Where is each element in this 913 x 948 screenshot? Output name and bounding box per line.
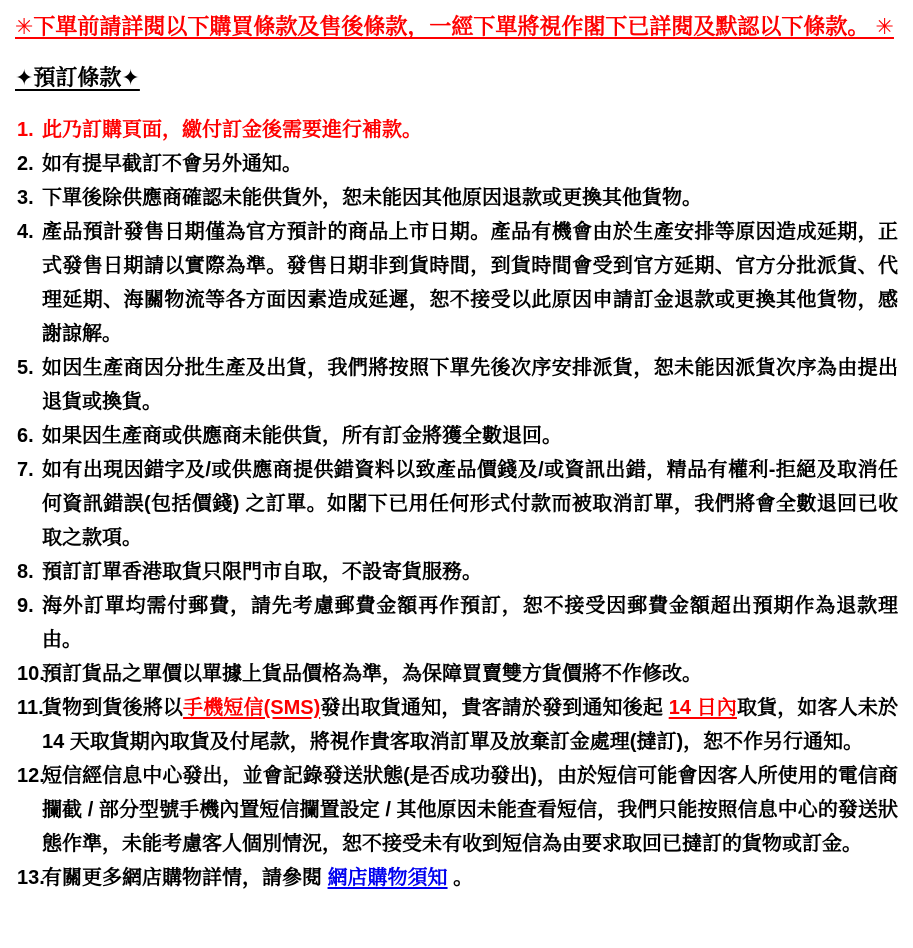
- term-text: [42, 663, 702, 685]
- terms-list: [17, 113, 899, 895]
- term-item-8: [17, 555, 898, 589]
- term-text: [42, 187, 702, 209]
- term-item-1: [17, 113, 898, 147]
- term-number: 7.: [17, 459, 34, 481]
- term-number: 11.: [17, 697, 44, 719]
- term-text-segment: 產品預計發售日期僅為官方預計的商品上市日期。產品有機會由於生產安排等原因造成延期，正式發售日期請以實際為準。發售日期非到貨時間，到貨時間會受到官方延期、官方分批派貨、代理延期、海關物流等各方面因素造成延遲，恕不接受以此原因申請訂金退款或更換其他貨物，感謝諒解。: [42, 221, 898, 345]
- term-text-segment: 取貨，如客人未於 14 天取貨期內取貨及付尾款，將視作貴客取消訂單及放棄訂金處理(撻訂)，恕不作另行通知。: [42, 697, 898, 753]
- term-item-7: [17, 453, 898, 555]
- term-item-4: [17, 215, 898, 351]
- term-text-segment: 預訂貨品之單價以單據上貨品價格為準，為保障買賣雙方貨價將不作修改。: [42, 663, 702, 685]
- term-number: 2.: [17, 153, 34, 175]
- term-text: [42, 119, 422, 141]
- term-text-segment: 海外訂單均需付郵費，請先考慮郵費金額再作預訂，恕不接受因郵費金額超出預期作為退款理由。: [42, 595, 898, 651]
- term-text-segment: 如因生產商因分批生產及出貨，我們將按照下單先後次序安排派貨，恕未能因派貨次序為由提出退貨或換貨。: [42, 357, 898, 413]
- term-number: 13.: [17, 867, 45, 889]
- term-item-3: [17, 181, 898, 215]
- term-item-13: [17, 861, 898, 895]
- term-number: 3.: [17, 187, 34, 209]
- term-text-segment: 貨物到貨後將以: [42, 697, 184, 719]
- term-number: 6.: [17, 425, 34, 447]
- term-item-12: [17, 759, 898, 861]
- term-number: 10.: [17, 663, 45, 685]
- term-text-segment: 發出取貨通知，貴客請於發到通知後起: [320, 697, 669, 719]
- term-item-5: [17, 351, 898, 419]
- term-number: 9.: [17, 595, 34, 617]
- purchase-warning-header: ✳下單前請詳閱以下購買條款及售後條款，一經下單將視作閣下已詳閱及默認以下條款。 ✳: [15, 14, 894, 39]
- term-text-segment: 手機短信(SMS): [183, 697, 321, 719]
- term-text: [42, 595, 898, 651]
- term-number: 4.: [17, 221, 34, 243]
- term-text: [42, 765, 898, 855]
- preorder-terms-section-title: ✦預訂條款✦: [15, 65, 140, 90]
- term-text: [42, 697, 898, 753]
- term-text: [42, 221, 898, 345]
- term-text-segment: 如有提早截訂不會另外通知。: [42, 153, 302, 175]
- term-text-segment: 預訂訂單香港取貨只限門市自取，不設寄貨服務。: [42, 561, 482, 583]
- term-item-11: [17, 691, 898, 759]
- term-item-2: [17, 147, 898, 181]
- term-text: [42, 867, 473, 889]
- term-text: [42, 357, 898, 413]
- term-text-segment: 如果因生產商或供應商未能供貨，所有訂金將獲全數退回。: [42, 425, 562, 447]
- term-text-segment: 短信經信息中心發出，並會記錄發送狀態(是否成功發出)，由於短信可能會因客人所使用的電信商攔截 / 部分型號手機內置短信攔置設定 / 其他原因未能查看短信，我們只能按照信息中心的發送狀態作準，未能考慮客人個別情況，恕不接受未有收到短信為由要求取回已撻訂的貨物或訂金。: [42, 765, 898, 855]
- term-text: [42, 459, 898, 549]
- term-number: 5.: [17, 357, 34, 379]
- term-text-segment: 下單後除供應商確認未能供貨外，恕未能因其他原因退款或更換其他貨物。: [42, 187, 702, 209]
- term-item-6: [17, 419, 898, 453]
- term-text-segment: 14 日內: [668, 697, 737, 719]
- term-text: [42, 561, 482, 583]
- term-text-segment: 。: [447, 867, 474, 889]
- term-item-10: [17, 657, 898, 691]
- term-text-segment: 此乃訂購頁面，繳付訂金後需要進行補款。: [42, 119, 422, 141]
- term-text-segment: 如有出現因錯字及/或供應商提供錯資料以致產品價錢及/或資訊出錯，精品有權利-拒絕及取消任何資訊錯誤(包括價錢) 之訂單。如閣下已用任何形式付款而被取消訂單，我們將會全數退回已收取之款項。: [42, 459, 898, 549]
- term-number: 1.: [17, 119, 34, 141]
- store-shopping-notice-link[interactable]: 網店購物須知: [327, 867, 448, 889]
- term-text-segment: 有關更多網店購物詳情，請參閱: [42, 867, 328, 889]
- term-number: 8.: [17, 561, 34, 583]
- term-item-9: [17, 589, 898, 657]
- term-text: [42, 153, 302, 175]
- term-text: [42, 425, 562, 447]
- term-number: 12.: [17, 765, 45, 787]
